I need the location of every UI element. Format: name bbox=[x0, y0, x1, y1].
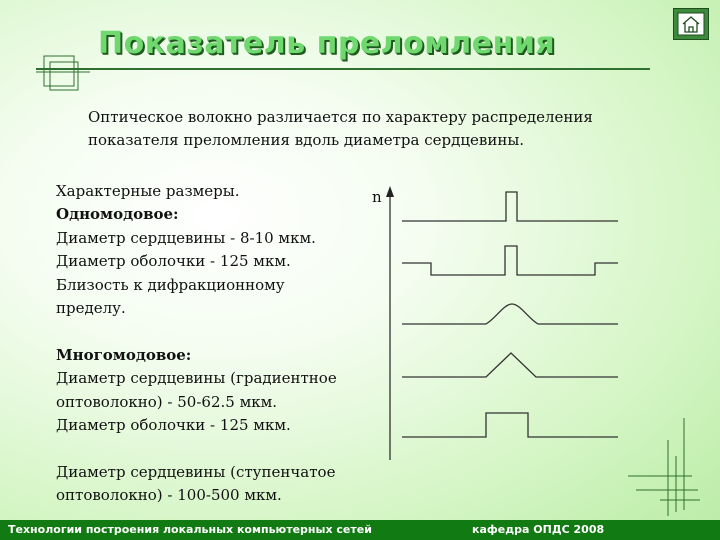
footer-bar bbox=[0, 520, 720, 540]
profile-single-mode-step bbox=[402, 192, 618, 221]
axis-label-n: n bbox=[372, 188, 382, 206]
intro-paragraph: Оптическое волокно различается по характеру распределения показателя преломления вдоль диаметра сердцевины. bbox=[88, 108, 593, 149]
text-line: оптоволокно) - 100-500 мкм. bbox=[56, 486, 282, 505]
fiber-sizes-text bbox=[56, 180, 356, 508]
blank-line bbox=[56, 320, 356, 343]
text-line: Близость к дифракционному bbox=[56, 275, 285, 294]
text-line: Диаметр сердцевины (градиентное bbox=[56, 369, 337, 388]
footer-department: кафедра ОПДС 2008 bbox=[472, 523, 605, 536]
section-heading: Одномодовое: bbox=[56, 205, 179, 224]
footer-course-title: Технологии построения локальных компьютерных сетей bbox=[8, 523, 372, 536]
profile-gradient-smooth bbox=[402, 304, 618, 324]
profile-gradient-triangular bbox=[402, 353, 618, 377]
text-line: Характерные размеры. bbox=[56, 182, 240, 200]
text-line: Диаметр сердцевины - 8-10 мкм. bbox=[56, 228, 316, 247]
profile-step-multimode bbox=[402, 413, 618, 437]
title-underline bbox=[36, 68, 650, 70]
n-axis-arrow bbox=[386, 186, 394, 197]
slide-title: Показатель преломления bbox=[98, 26, 556, 61]
section-heading: Многомодовое: bbox=[56, 345, 192, 364]
profile-single-mode-cladding bbox=[402, 246, 618, 275]
home-icon bbox=[677, 12, 705, 36]
refractive-index-profiles bbox=[380, 180, 630, 465]
text-line: оптоволокно) - 50-62.5 мкм. bbox=[56, 392, 278, 411]
text-line: Диаметр сердцевины (ступенчатое bbox=[56, 462, 336, 481]
blank-line bbox=[56, 437, 356, 460]
home-button[interactable] bbox=[673, 8, 709, 40]
text-line: Диаметр оболочки - 125 мкм. bbox=[56, 252, 291, 271]
text-line: Диаметр оболочки - 125 мкм. bbox=[56, 416, 291, 435]
text-line: пределу. bbox=[56, 299, 126, 318]
